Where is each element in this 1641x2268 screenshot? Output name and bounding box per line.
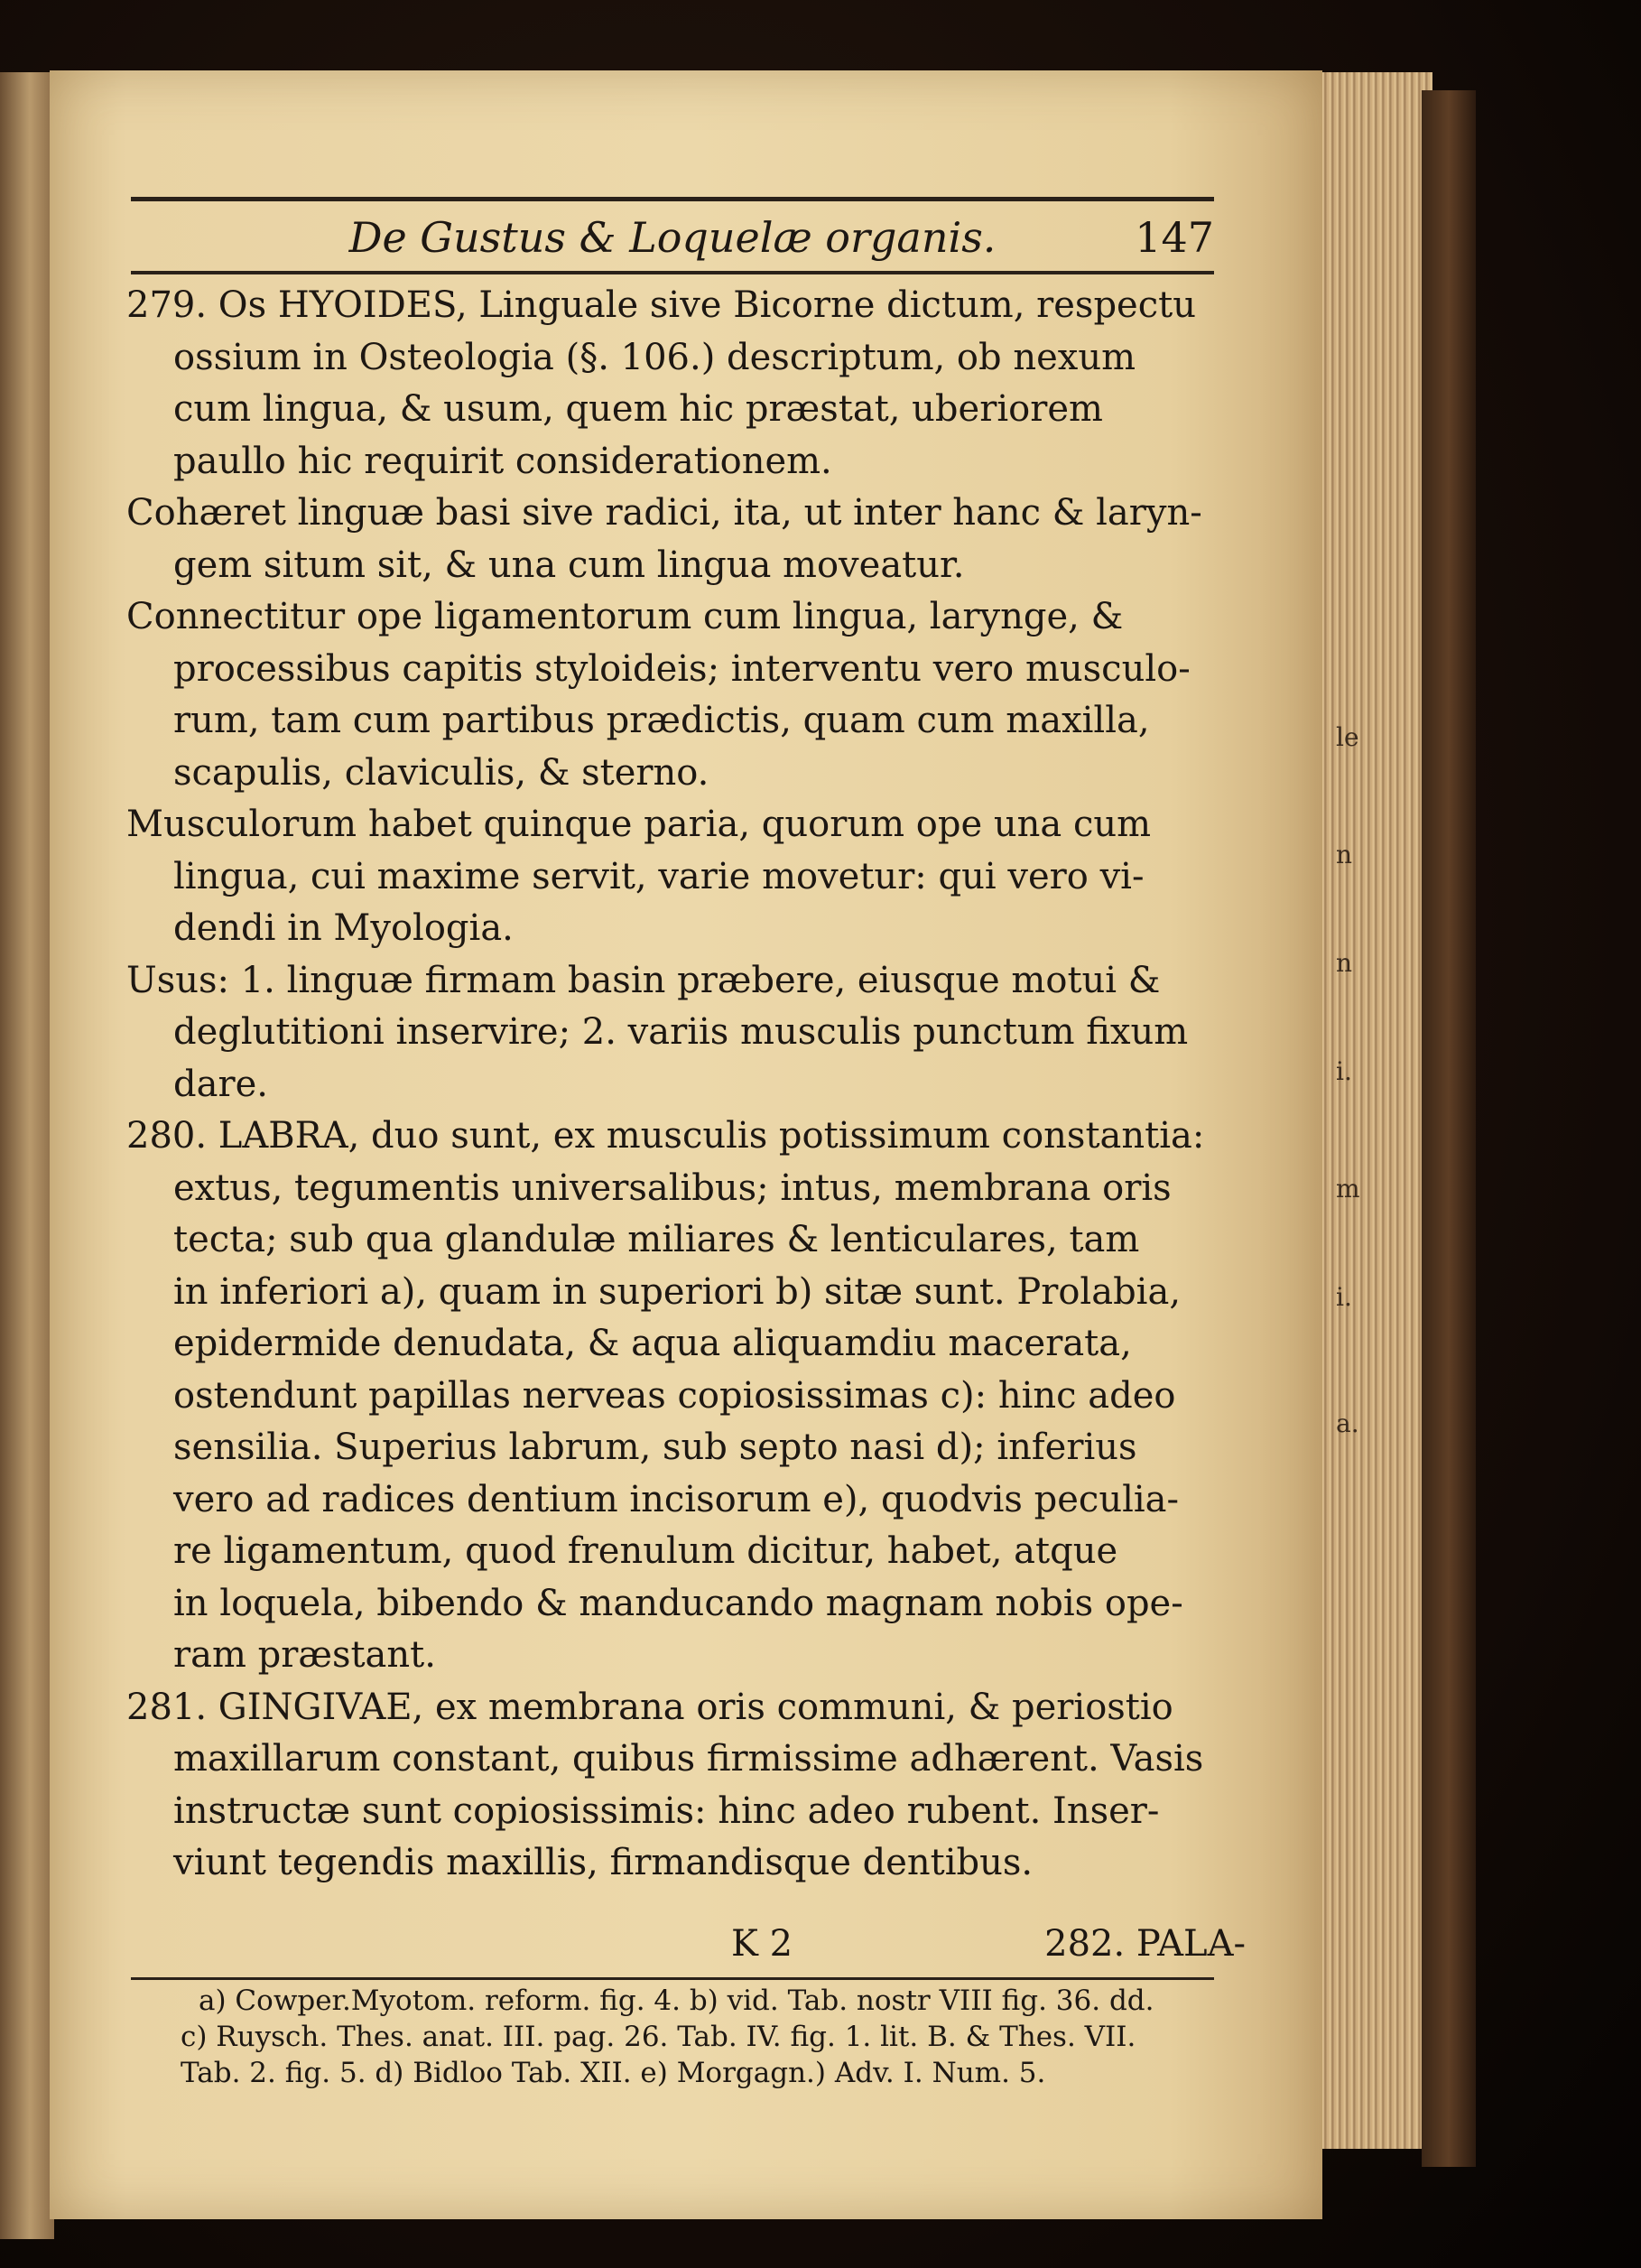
footnote-line: Tab. 2. fig. 5. d) Bidloo Tab. XII. e) Morgagn.) Adv. I. Num. 5. <box>181 2057 1046 2089</box>
text-line: Cohæret linguæ basi sive radici, ita, ut inter hanc & laryn- <box>126 492 1202 534</box>
text-line: Usus: 1. linguæ firmam basin præbere, eiusque motui & <box>126 959 1161 1001</box>
text-line: viunt tegendis maxillis, firmandisque dentibus. <box>173 1842 1034 1883</box>
page-header <box>131 206 1214 269</box>
text-line: dare. <box>173 1063 268 1105</box>
text-line: 279. Os HYOIDES, Linguale sive Bicorne dictum, respectu <box>126 284 1196 326</box>
margin-marks <box>1336 722 1390 1625</box>
text-line: rum, tam cum partibus prædictis, quam cum maxilla, <box>173 700 1150 741</box>
running-head: De Gustus & Loquelæ organis. <box>348 213 997 262</box>
page-footer <box>126 1923 1246 1977</box>
text-line: sensilia. Superius labrum, sub septo nasi d); inferius <box>173 1427 1137 1468</box>
margin-mark: i. <box>1336 1282 1352 1312</box>
left-page-edge <box>0 72 54 2239</box>
text-line: Musculorum habet quinque paria, quorum ope una cum <box>126 804 1152 845</box>
signature-mark: K 2 <box>731 1923 793 1965</box>
text-line: lingua, cui maxime servit, varie movetur: qui vero vi- <box>173 855 1145 897</box>
header-rule-bottom <box>131 271 1214 274</box>
book-page <box>50 70 1322 2219</box>
margin-mark: n <box>1336 948 1353 978</box>
page-number: 147 <box>1135 213 1214 262</box>
footnote-rule <box>131 1977 1214 1980</box>
footnote-line: c) Ruysch. Thes. anat. III. pag. 26. Tab. IV. fig. 1. lit. B. & Thes. VII. <box>181 2021 1136 2053</box>
text-line: paullo hic requirit considerationem. <box>173 440 832 482</box>
footnote-line: a) Cowper.Myotom. reform. fig. 4. b) vid. Tab. nostr VIII fig. 36. dd. <box>199 1984 1154 2017</box>
header-rule-top <box>131 197 1214 201</box>
text-line: 280. LABRA, duo sunt, ex musculis potissimum constantia: <box>126 1115 1205 1157</box>
text-line: ostendunt papillas nerveas copiosissimas c): hinc adeo <box>173 1374 1176 1417</box>
text-line: deglutitioni inservire; 2. variis musculis punctum fixum <box>173 1011 1189 1053</box>
margin-mark: le <box>1336 722 1359 752</box>
text-line: re ligamentum, quod frenulum dicitur, habet, atque <box>173 1530 1118 1572</box>
footnotes <box>126 1983 1246 2091</box>
text-line: extus, tegumentis universalibus; intus, membrana oris <box>173 1167 1172 1209</box>
text-line: 281. GINGIVAE, ex membrana oris communi, & periostio <box>126 1686 1173 1728</box>
text-line: cum lingua, & usum, quem hic præstat, uberiorem <box>173 388 1103 430</box>
margin-mark: m <box>1336 1174 1360 1204</box>
text-line: ram præstant. <box>173 1634 436 1676</box>
text-line: ossium in Osteologia (§. 106.) descriptum, ob nexum <box>173 336 1136 378</box>
margin-mark: i. <box>1336 1056 1352 1086</box>
catchword: 282. PALA- <box>1044 1923 1246 1965</box>
page-body <box>126 280 1246 1890</box>
text-line: gem situm sit, & una cum lingua moveatur. <box>173 544 965 586</box>
text-line: vero ad radices dentium incisorum e), quodvis peculia- <box>173 1478 1180 1520</box>
text-line: in loquela, bibendo & manducando magnam nobis ope- <box>173 1582 1183 1624</box>
text-line: scapulis, claviculis, & sterno. <box>173 751 709 794</box>
text-line: processibus capitis styloideis; interventu vero musculo- <box>173 647 1191 690</box>
text-line: Connectitur ope ligamentorum cum lingua, larynge, & <box>126 596 1124 637</box>
book-cover-edge <box>1422 90 1476 2167</box>
text-line: maxillarum constant, quibus firmissime adhærent. Vasis <box>173 1738 1204 1780</box>
text-line: epidermide denudata, & aqua aliquamdiu macerata, <box>173 1323 1132 1364</box>
text-line: in inferiori a), quam in superiori b) sitæ sunt. Prolabia, <box>173 1270 1182 1313</box>
margin-mark: n <box>1336 840 1353 869</box>
text-line: dendi in Myologia. <box>173 907 514 949</box>
text-line: instructæ sunt copiosissimis: hinc adeo rubent. Inser- <box>173 1789 1160 1832</box>
text-line: tecta; sub qua glandulæ miliares & lenticulares, tam <box>173 1219 1140 1260</box>
margin-mark: a. <box>1336 1408 1359 1438</box>
